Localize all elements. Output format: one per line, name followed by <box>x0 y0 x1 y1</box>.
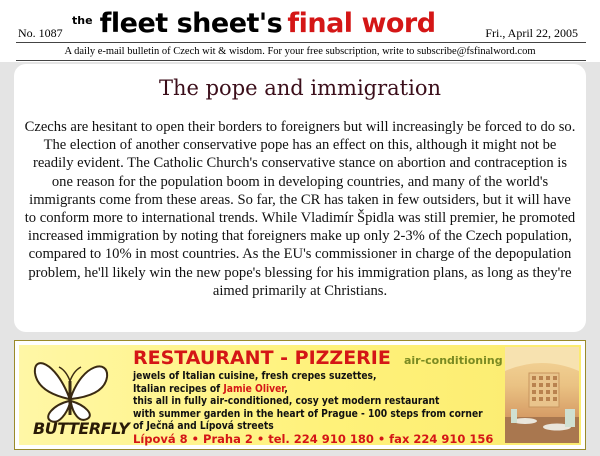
restaurant-name: RESTAURANT - PIZZERIE <box>133 347 391 369</box>
masthead-accent: final word <box>287 8 436 39</box>
air-conditioning-label: air-conditioning <box>403 354 503 367</box>
ad-brand: BUTTERFLY <box>33 419 130 438</box>
masthead-prefix: the <box>72 14 93 27</box>
ad-line: with summer garden in the heart of Prague - 100 steps from corner <box>133 408 483 420</box>
article-title: The pope and immigration <box>158 76 441 100</box>
ad-description <box>133 371 513 434</box>
ad-line: jewels of Italian cuisine, fresh crepes suzettes, <box>133 371 377 382</box>
ad-line-text: Italian recipes of <box>133 383 224 395</box>
ad-line: this all in fully air-conditioned, cosy yet modern restaurant <box>133 396 440 408</box>
ad-line-text: , <box>284 383 288 395</box>
restaurant-photo <box>505 347 579 443</box>
issue-date: Fri., April 22, 2005 <box>485 26 578 40</box>
restaurant-ad-banner[interactable] <box>14 340 586 450</box>
ad-address: Lípová 8 • Praha 2 • tel. 224 910 180 • fax 224 910 156 <box>133 432 494 446</box>
restaurant-interior-icon <box>505 347 579 443</box>
ad-background <box>19 345 581 445</box>
header-rule-top <box>16 42 586 43</box>
ad-line <box>133 384 513 397</box>
jamie-oliver-highlight: Jamie Oliver <box>223 383 285 395</box>
header-rule-bottom <box>16 60 586 61</box>
ad-line: of Ječná and Lípová streets <box>133 421 274 433</box>
masthead-logo <box>72 8 436 39</box>
tagline: A daily e-mail bulletin of Czech wit & wisdom. For your free subscription, write to subscribe@fsfinalword.com <box>64 46 536 57</box>
masthead-header <box>0 0 600 62</box>
ad-headline <box>133 347 503 369</box>
article-body: Czechs are hesitant to open their borders to foreigners but will increasingly be forced to do so. The election of another conservative pope has an effect on this, although it might not be readily evident. The Catholic Church's conservative stance on abortion and contraception is one reason for the population boom in developing countries, and many of the world's immigrants come from these areas. So far, the CR has taken in few outsiders, but it will have to conform more to international trends. While Vladimír Špidla was still premier, he promoted increased immigration by noting that foreigners make up only 2-3% of the Czech population, compared to 10% in most countries. As the EU's commissioner in charge of the depopulation problem, he'll likely win the new pope's blessing for his immigration plans, as long as they're aimed primarily at Christians. <box>24 119 576 299</box>
masthead-main: fleet sheet's <box>99 8 283 39</box>
issue-number: No. 1087 <box>18 26 63 40</box>
